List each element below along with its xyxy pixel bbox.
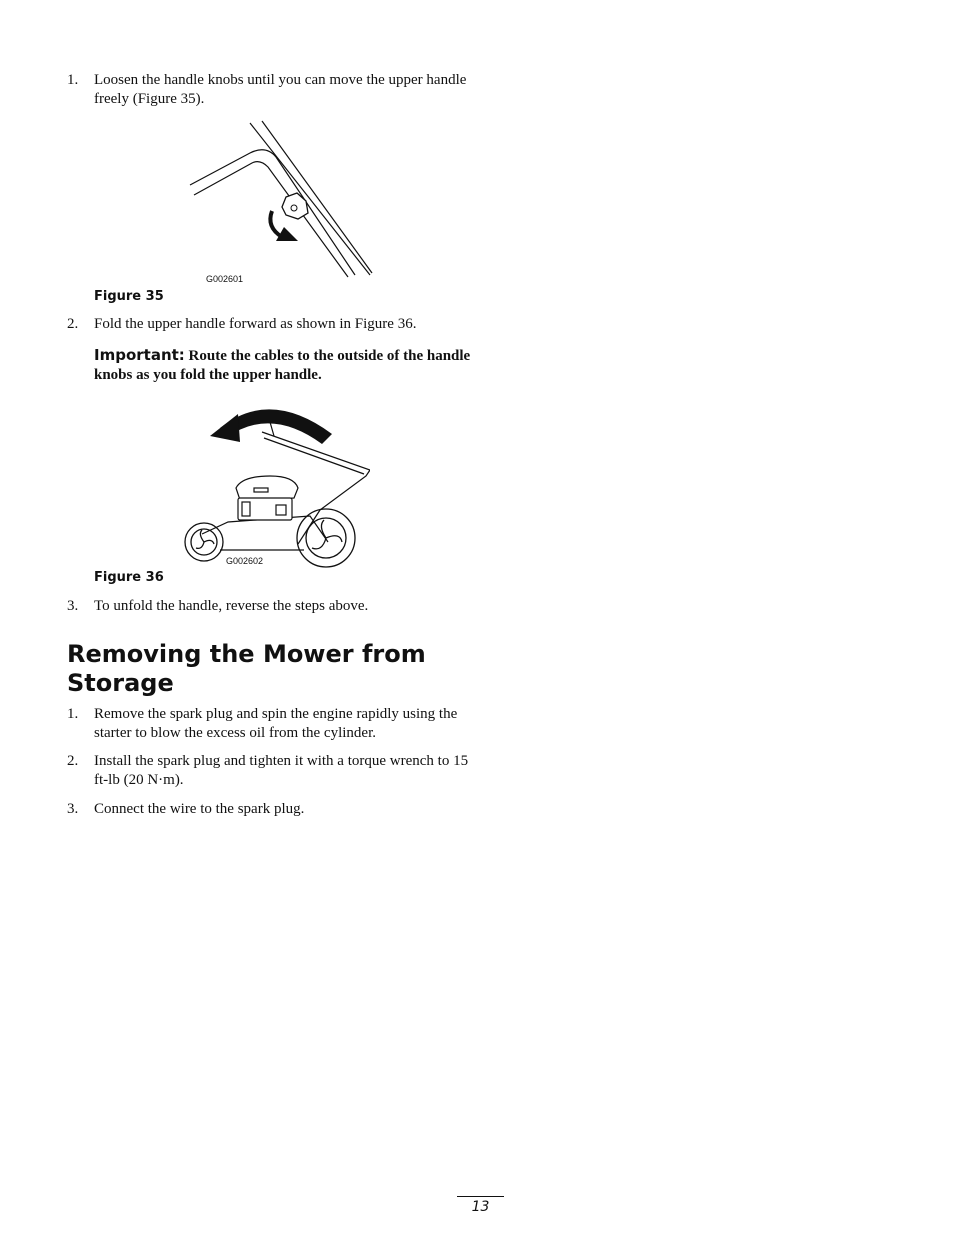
figure-35-code: G002601 xyxy=(206,274,244,284)
important-label: Important: xyxy=(94,346,185,364)
figure-36-caption: Figure 36 xyxy=(94,570,164,585)
section-heading: Removing the Mower from Storage xyxy=(67,640,426,697)
step-text: Loosen the handle knobs until you can move the upper handle freely (Figure 35). xyxy=(94,72,467,107)
step-text: To unfold the handle, reverse the steps above. xyxy=(94,598,369,614)
step-number: 3. xyxy=(67,801,79,817)
page-number: 13 xyxy=(471,1199,490,1215)
step-number: 1. xyxy=(67,706,79,722)
step-number: 2. xyxy=(67,316,79,332)
step-number: 2. xyxy=(67,753,79,769)
figure-35-caption: Figure 35 xyxy=(94,289,164,304)
storage-step-2 xyxy=(67,752,477,790)
step-1-loosen-knobs xyxy=(67,71,477,109)
engine-icon xyxy=(236,476,298,520)
storage-step-1 xyxy=(67,705,477,743)
figure-35-illustration xyxy=(180,115,380,285)
important-text: Route the cables to the outside of the handle knobs as you fold the upper handle. xyxy=(94,348,471,383)
step-number: 1. xyxy=(67,72,79,88)
storage-step-3 xyxy=(67,800,477,819)
page-number-rule xyxy=(457,1196,504,1197)
figure-36-code: G002602 xyxy=(226,556,264,566)
important-note xyxy=(94,346,479,385)
step-text: Fold the upper handle forward as shown in Figure 36. xyxy=(94,316,417,332)
step-2-fold-handle xyxy=(67,315,477,334)
rear-wheel-icon xyxy=(297,509,355,567)
front-wheel-icon xyxy=(185,523,223,561)
step-text: Remove the spark plug and spin the engine rapidly using the starter to blow the excess oil from the cylinder. xyxy=(94,706,458,741)
step-text: Connect the wire to the spark plug. xyxy=(94,801,305,817)
handle-knob-icon xyxy=(282,193,308,219)
step-number: 3. xyxy=(67,598,79,614)
step-3-unfold-handle xyxy=(67,597,477,616)
step-text: Install the spark plug and tighten it with a torque wrench to 15 ft-lb (20 N·m). xyxy=(94,753,469,788)
figure-36-illustration xyxy=(180,392,370,570)
